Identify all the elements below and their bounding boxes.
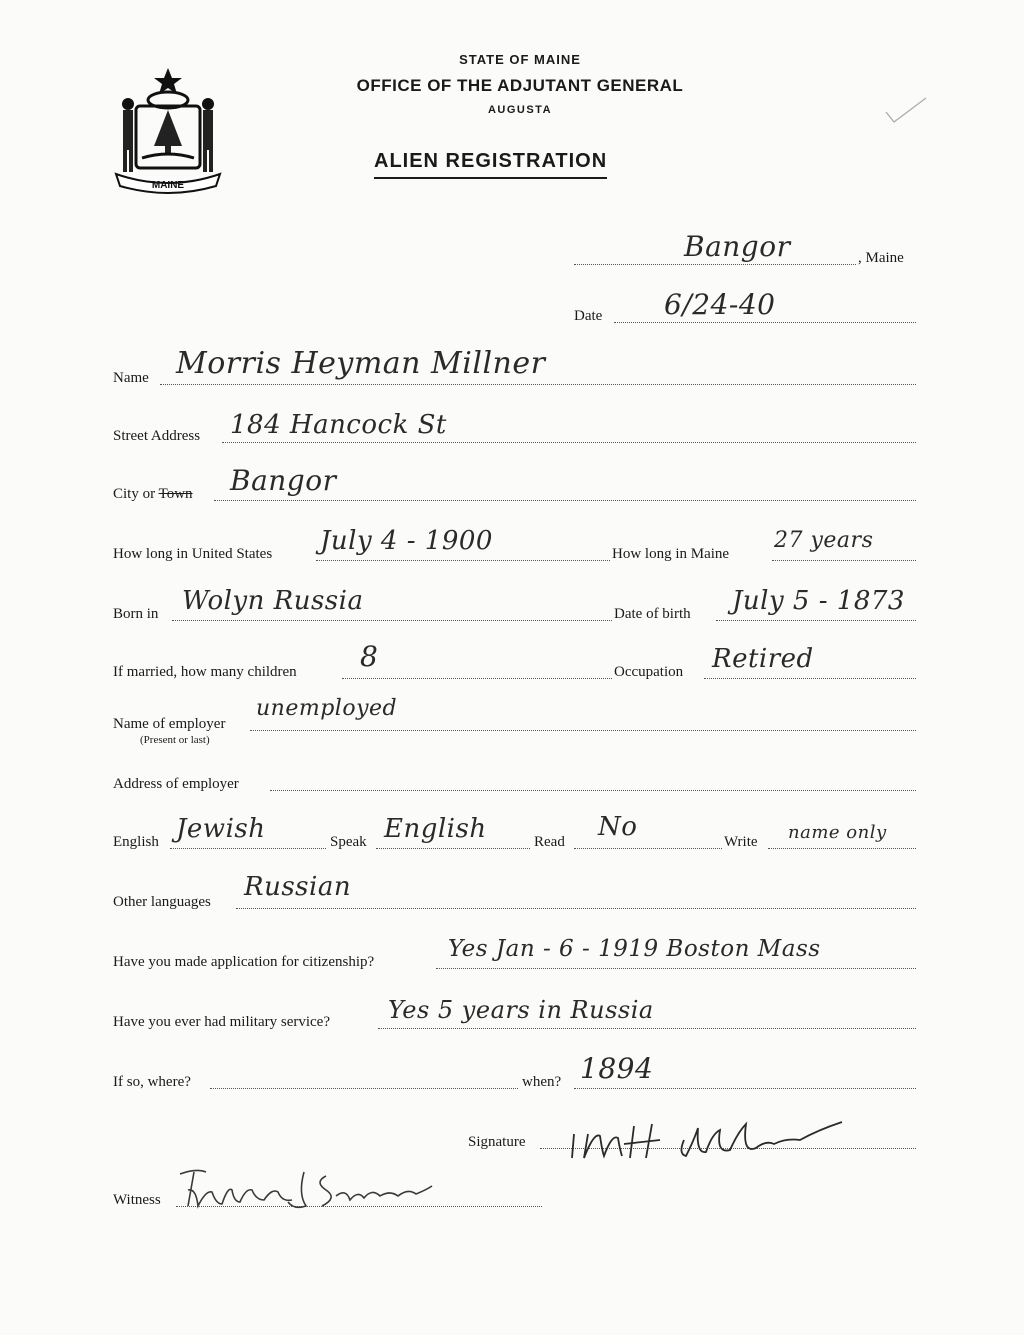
speak-label: Speak xyxy=(330,834,367,850)
citizenship-label: Have you made application for citizenship? xyxy=(113,954,375,970)
check-mark-icon xyxy=(884,96,928,126)
read-line xyxy=(574,848,722,849)
read-value: No xyxy=(598,812,638,842)
how-long-us-line xyxy=(316,560,610,561)
if-married-label: If married, how many children xyxy=(113,664,297,680)
where-line xyxy=(210,1088,518,1089)
military-label: Have you ever had military service? xyxy=(113,1014,330,1030)
other-languages-line xyxy=(236,908,916,909)
when-line xyxy=(574,1088,916,1089)
occupation-label: Occupation xyxy=(614,664,684,680)
citizenship-value: Yes Jan - 6 - 1919 Boston Mass xyxy=(448,936,821,962)
header-state: STATE OF MAINE xyxy=(459,52,581,67)
address-of-employer-label: Address of employer xyxy=(113,776,239,792)
born-in-label: Born in xyxy=(113,606,159,622)
date-of-birth-line xyxy=(716,620,916,621)
occupation-line xyxy=(704,678,916,679)
speak-value: English xyxy=(384,814,487,844)
signature-handwriting-icon xyxy=(560,1110,860,1164)
date-of-birth-label: Date of birth xyxy=(614,606,691,622)
english-value: Jewish xyxy=(176,814,266,844)
date-line xyxy=(614,322,916,323)
how-long-maine-label: How long in Maine xyxy=(612,546,730,562)
address-of-employer-line xyxy=(270,790,916,791)
how-long-us-label: How long in United States xyxy=(113,546,273,562)
read-label: Read xyxy=(534,834,565,850)
name-line xyxy=(160,384,916,385)
english-line xyxy=(170,848,326,849)
children-value: 8 xyxy=(360,640,379,673)
witness-label: Witness xyxy=(113,1192,161,1208)
other-languages-value: Russian xyxy=(244,872,352,902)
maine-label: , Maine xyxy=(858,250,904,266)
speak-line xyxy=(376,848,530,849)
city-value: Bangor xyxy=(230,464,337,497)
name-label: Name xyxy=(113,370,149,386)
date-value: 6/24-40 xyxy=(664,288,776,321)
present-or-last-label: (Present or last) xyxy=(140,734,210,746)
maine-state-seal-icon xyxy=(112,66,224,194)
employer-line xyxy=(250,730,916,731)
if-so-where-label: If so, where? xyxy=(113,1074,191,1090)
witness-handwriting-icon xyxy=(176,1160,436,1214)
write-line xyxy=(768,848,916,849)
street-address-label: Street Address xyxy=(113,428,201,444)
other-languages-label: Other languages xyxy=(113,894,211,910)
write-label: Write xyxy=(724,834,758,850)
name-value: Morris Heyman Millner xyxy=(176,346,546,381)
city-label-wrap xyxy=(113,486,193,503)
name-of-employer-label: Name of employer xyxy=(113,716,226,732)
how-long-us-value: July 4 - 1900 xyxy=(320,526,493,556)
when-label: when? xyxy=(522,1074,562,1090)
seal-text: MAINE xyxy=(151,180,185,191)
when-value: 1894 xyxy=(580,1052,654,1085)
place-value: Bangor xyxy=(684,230,791,263)
street-address-value: 184 Hancock St xyxy=(230,410,447,440)
born-in-value: Wolyn Russia xyxy=(182,586,364,616)
employer-value: unemployed xyxy=(256,696,398,721)
military-value: Yes 5 years in Russia xyxy=(388,996,654,1024)
how-long-maine-line xyxy=(772,560,916,561)
english-label: English xyxy=(113,834,159,850)
write-value: name only xyxy=(788,822,887,843)
header-city: AUGUSTA xyxy=(487,104,553,116)
children-line xyxy=(342,678,612,679)
occupation-value: Retired xyxy=(712,644,814,674)
how-long-maine-value: 27 years xyxy=(774,528,874,553)
city-or-label: City or xyxy=(113,486,156,502)
date-label: Date xyxy=(574,308,603,324)
street-address-line xyxy=(222,442,916,443)
signature-label: Signature xyxy=(468,1134,526,1150)
citizenship-line xyxy=(436,968,916,969)
header-office: OFFICE OF THE ADJUTANT GENERAL xyxy=(356,76,684,95)
form-title: ALIEN REGISTRATION xyxy=(374,150,607,179)
place-line xyxy=(574,264,856,265)
city-line xyxy=(214,500,916,501)
town-label: Town xyxy=(158,486,193,502)
military-line xyxy=(378,1028,916,1029)
date-of-birth-value: July 5 - 1873 xyxy=(732,586,905,616)
born-in-line xyxy=(172,620,612,621)
